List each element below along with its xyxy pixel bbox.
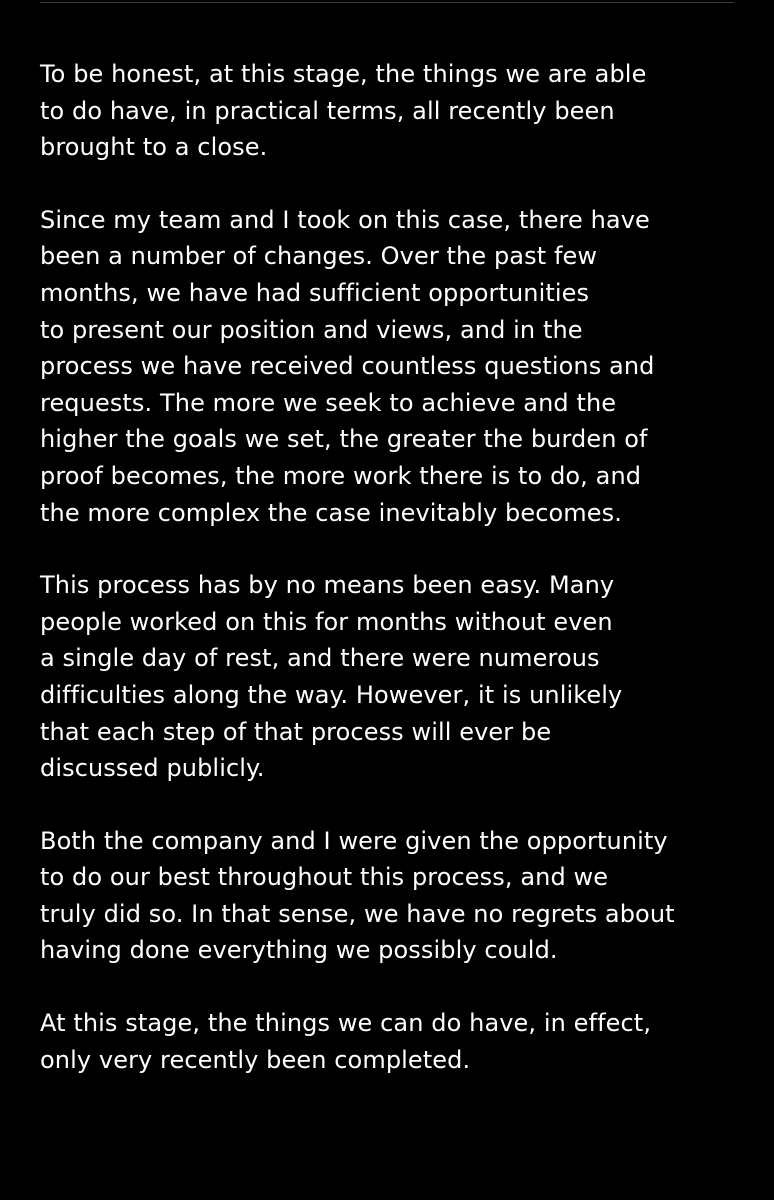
text-line: to present our position and views, and in the (40, 315, 583, 344)
paragraph-3 (40, 567, 740, 787)
text-line: the more complex the case inevitably becomes. (40, 498, 622, 527)
text-line: only very recently been completed. (40, 1045, 471, 1074)
text-line: higher the goals we set, the greater the burden of (40, 425, 648, 454)
text-line: brought to a close. (40, 133, 268, 162)
text-line: truly did so. In that sense, we have no regrets about (40, 899, 675, 928)
text-line: to do have, in practical terms, all recently been (40, 96, 615, 125)
note-body (40, 56, 740, 1114)
text-line: that each step of that process will ever be (40, 717, 552, 746)
text-line: requests. The more we seek to achieve and the (40, 388, 617, 417)
text-line: having done everything we possibly could. (40, 936, 558, 965)
paragraph-5 (40, 1005, 740, 1078)
text-line: months, we have had sufficient opportunities (40, 278, 590, 307)
text-line: discussed publicly. (40, 754, 265, 783)
text-line: proof becomes, the more work there is to do, and (40, 461, 642, 490)
text-line: At this stage, the things we can do have, in effect, (40, 1009, 652, 1038)
text-line: a single day of rest, and there were numerous (40, 644, 600, 673)
text-line: To be honest, at this stage, the things we are able (40, 60, 647, 88)
text-line: This process has by no means been easy. Many (40, 571, 615, 600)
top-divider (40, 2, 734, 3)
text-line: been a number of changes. Over the past few (40, 242, 598, 271)
text-line: difficulties along the way. However, it is unlikely (40, 680, 623, 709)
text-line: Both the company and I were given the opportunity (40, 826, 668, 855)
paragraph-4 (40, 823, 740, 969)
text-line: Since my team and I took on this case, there have (40, 205, 650, 234)
paragraph-1 (40, 56, 740, 166)
text-line: process we have received countless questions and (40, 352, 655, 381)
paragraph-2 (40, 202, 740, 531)
text-line: to do our best throughout this process, and we (40, 863, 609, 892)
text-line: people worked on this for months without even (40, 607, 613, 636)
